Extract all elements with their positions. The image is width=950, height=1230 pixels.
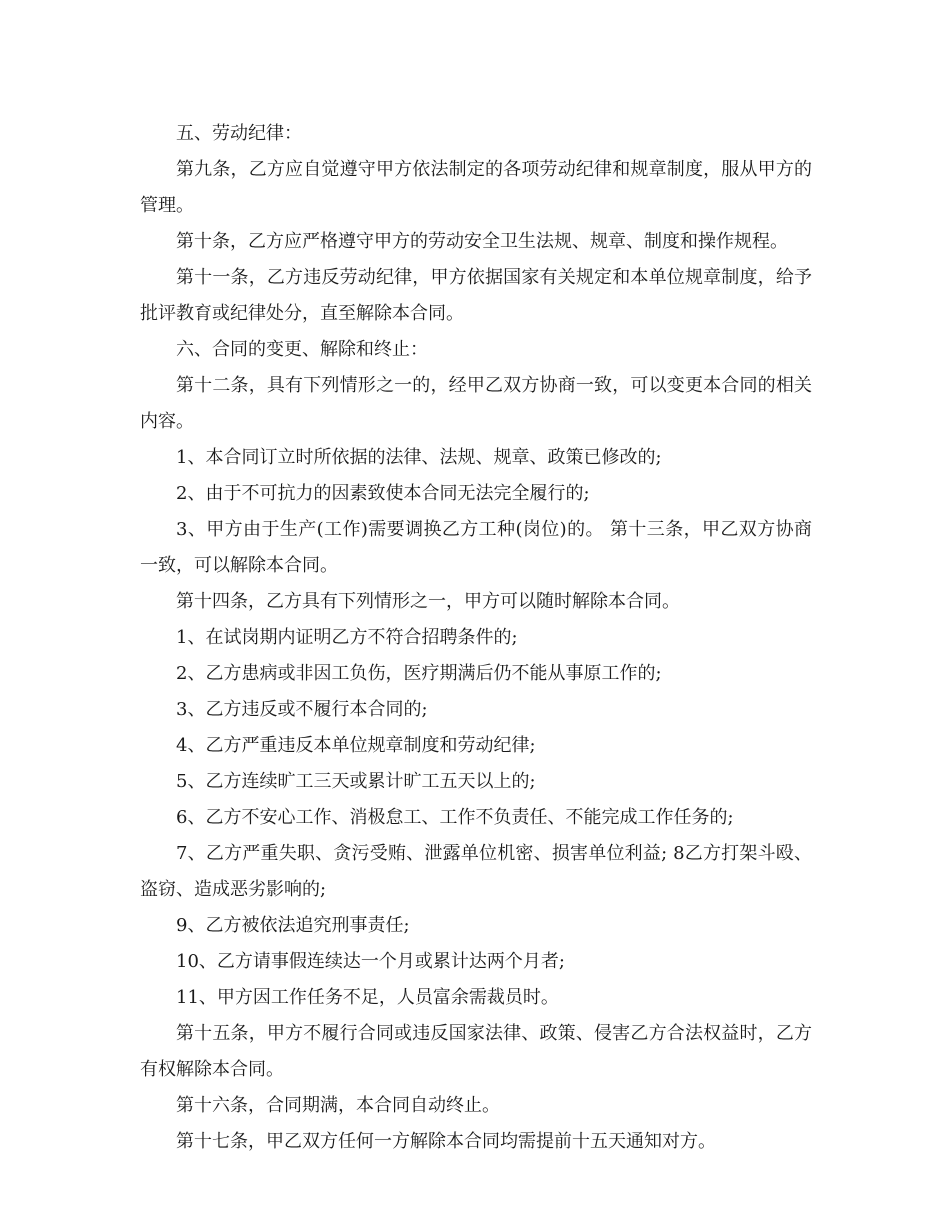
article-14-item-1: 1、在试岗期内证明乙方不符合招聘条件的;: [176, 627, 518, 648]
article-14-item-11: 11、甲方因工作任务不足，人员富余需裁员时。: [176, 987, 559, 1008]
article-10: 第十条，乙方应严格遵守甲方的劳动安全卫生法规、规章、制度和操作规程。: [176, 231, 788, 252]
article-14-item-6: 6、乙方不安心工作、消极怠工、工作不负责任、不能完成工作任务的;: [176, 807, 734, 828]
article-14: 第十四条，乙方具有下列情形之一，甲方可以随时解除本合同。: [176, 591, 680, 612]
article-12-item-2: 2、由于不可抗力的因素致使本合同无法完全履行的;: [176, 483, 590, 504]
article-14-item-5: 5、乙方连续旷工三天或累计旷工五天以上的;: [176, 771, 536, 792]
document-page: [140, 116, 812, 1160]
article-14-item-2: 2、乙方患病或非因工负伤，医疗期满后仍不能从事原工作的;: [176, 663, 662, 684]
article-14-item-10: 10、乙方请事假连续达一个月或累计达两个月者;: [176, 951, 565, 972]
article-12: 第十二条，具有下列情形之一的，经甲乙双方协商一致，可以变更本合同的相关内容。: [140, 375, 812, 432]
article-14-item-3: 3、乙方违反或不履行本合同的;: [176, 699, 428, 720]
article-12-item-3-and-article-13: 3、甲方由于生产(工作)需要调换乙方工种(岗位)的。 第十三条，甲乙双方协商一致，可以解除本合同。: [140, 519, 812, 576]
article-14-item-7-8: 7、乙方严重失职、贪污受贿、泄露单位机密、损害单位利益; 8乙方打架斗殴、盗窃、造成恶劣影响的;: [140, 843, 812, 900]
article-9: 第九条，乙方应自觉遵守甲方依法制定的各项劳动纪律和规章制度，服从甲方的管理。: [140, 159, 812, 216]
section-heading-labor-discipline: 五、劳动纪律：: [176, 123, 302, 144]
article-12-item-1: 1、本合同订立时所依据的法律、法规、规章、政策已修改的;: [176, 447, 662, 468]
section-heading-contract-changes: 六、合同的变更、解除和终止：: [176, 339, 428, 360]
article-16: 第十六条，合同期满，本合同自动终止。: [176, 1095, 500, 1116]
article-14-item-9: 9、乙方被依法追究刑事责任;: [176, 915, 410, 936]
article-17: 第十七条，甲乙双方任何一方解除本合同均需提前十五天通知对方。: [176, 1131, 716, 1152]
article-15: 第十五条，甲方不履行合同或违反国家法律、政策、侵害乙方合法权益时，乙方有权解除本合同。: [140, 1023, 812, 1080]
article-11: 第十一条，乙方违反劳动纪律，甲方依据国家有关规定和本单位规章制度，给予批评教育或纪律处分，直至解除本合同。: [140, 267, 812, 324]
article-14-item-4: 4、乙方严重违反本单位规章制度和劳动纪律;: [176, 735, 536, 756]
